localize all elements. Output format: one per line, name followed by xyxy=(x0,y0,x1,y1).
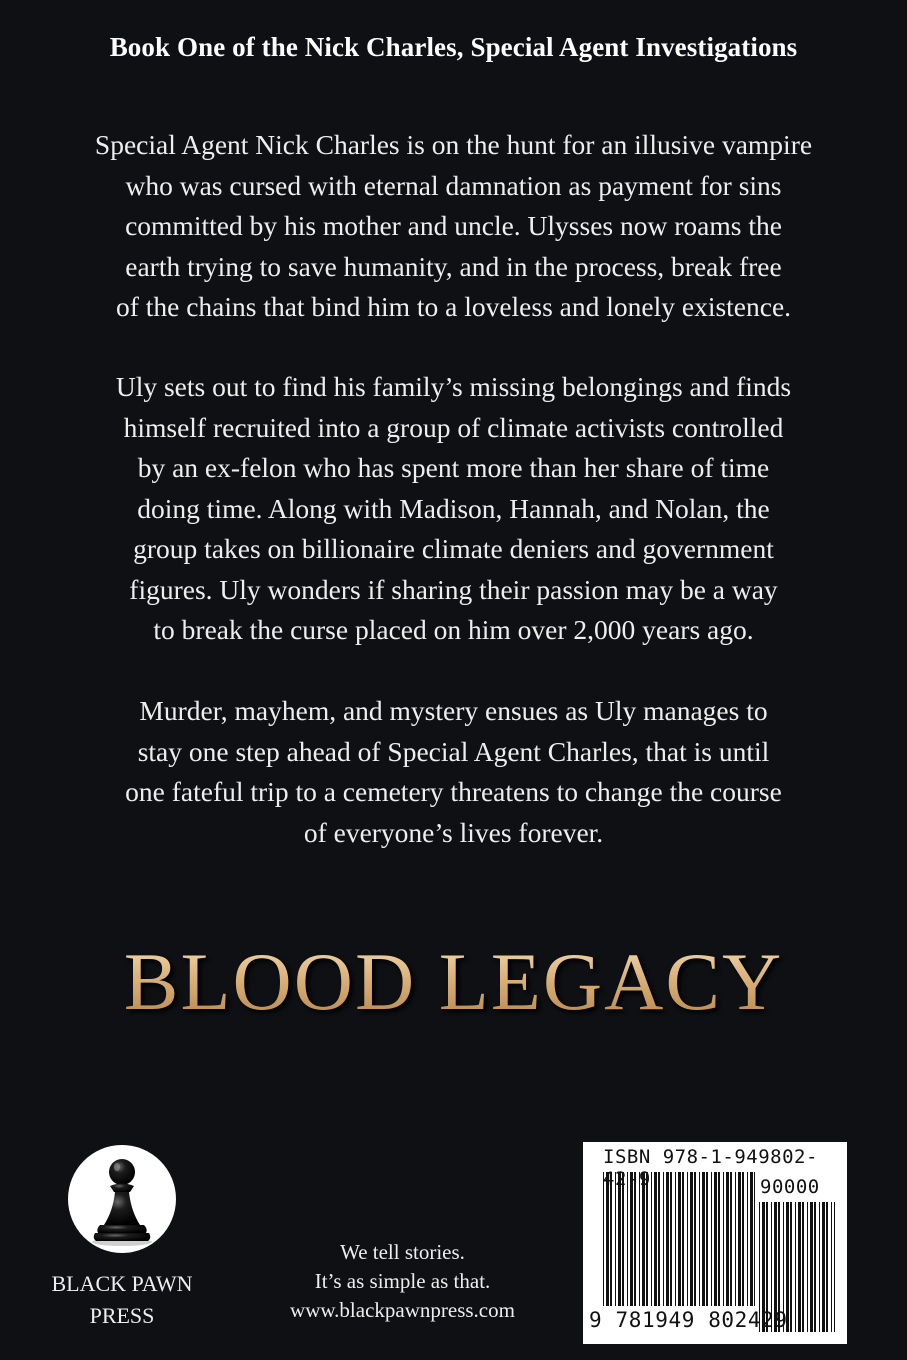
barcode-bar xyxy=(690,1172,693,1306)
barcode-bar xyxy=(606,1172,609,1306)
blurb-line: stay one step ahead of Special Agent Charles, that is until xyxy=(137,735,770,767)
barcode-bar xyxy=(831,1202,832,1332)
barcode-bar xyxy=(814,1202,816,1332)
blurb-line: Murder, mayhem, and mystery ensues as Uly manages to xyxy=(139,695,768,726)
barcode-bar xyxy=(670,1172,672,1306)
blurb-line: one fateful trip to a cemetery threatens to change the course xyxy=(125,776,782,807)
blurb-line: figures. Uly wonders if sharing their passion may be a way xyxy=(129,573,778,605)
barcode-bar xyxy=(726,1172,729,1306)
barcode-bar xyxy=(610,1172,612,1306)
tagline xyxy=(250,1238,555,1325)
barcode-bar xyxy=(790,1202,792,1332)
barcode-bar xyxy=(699,1172,700,1306)
blurb-line: himself recruited into a group of climate activists controlled xyxy=(123,411,784,443)
barcode-bar xyxy=(822,1202,825,1332)
publisher-name-line: PRESS xyxy=(89,1303,155,1328)
blurb-line: of the chains that bind him to a loveless and lonely existence. xyxy=(115,291,792,322)
barcode-bar xyxy=(723,1172,724,1306)
blurb-line: by an ex-felon who has spent more than her share of time xyxy=(137,452,770,483)
barcode-bar xyxy=(826,1202,828,1332)
isbn-barcode xyxy=(583,1142,847,1344)
barcode-bar xyxy=(622,1172,624,1306)
barcode-bar xyxy=(646,1172,648,1306)
barcode-bar xyxy=(747,1172,748,1306)
barcode-bar xyxy=(658,1172,660,1306)
blurb-line: earth trying to save humanity, and in the process, break free xyxy=(125,250,782,282)
barcode-bar xyxy=(654,1172,657,1306)
tagline-line: It’s as simple as that. xyxy=(314,1269,491,1293)
barcode-bar xyxy=(678,1172,681,1306)
barcode-bar xyxy=(702,1172,705,1306)
barcode-bar xyxy=(618,1172,621,1306)
barcode-bar xyxy=(666,1172,669,1306)
barcode-bar xyxy=(615,1172,616,1306)
barcode-bar xyxy=(810,1202,813,1332)
barcode-bar xyxy=(603,1172,604,1306)
blurb-line: committed by his mother and uncle. Ulysses now roams the xyxy=(125,210,782,241)
barcode-bar xyxy=(798,1202,801,1332)
barcode-bar xyxy=(642,1172,645,1306)
barcode-bar xyxy=(795,1202,796,1332)
blurb-paragraph-2 xyxy=(30,367,877,651)
series-line: Book One of the Nick Charles, Special Agent Investigations xyxy=(109,32,798,62)
barcode-bar xyxy=(630,1172,633,1306)
publisher-name-line: BLACK PAWN xyxy=(51,1271,193,1296)
barcode-bar xyxy=(742,1172,744,1306)
barcode-bar xyxy=(634,1172,636,1306)
barcode-bar xyxy=(802,1202,804,1332)
publisher-name xyxy=(42,1268,202,1332)
barcode-bar xyxy=(682,1172,684,1306)
barcode-bar xyxy=(675,1172,676,1306)
barcode-bar xyxy=(639,1172,640,1306)
book-title: BLOOD LEGACY xyxy=(0,935,907,1029)
barcode-bar xyxy=(834,1202,835,1332)
blurb-paragraph-1 xyxy=(30,125,877,328)
barcode-bar xyxy=(819,1202,820,1332)
isbn-label: ISBN 978-1-949802-42-9 xyxy=(603,1146,818,1190)
price-addon: 90000 xyxy=(760,1176,820,1198)
blurb-line: group takes on billionaire climate deniers and government xyxy=(133,533,774,564)
barcode-bar xyxy=(807,1202,808,1332)
barcode-bar xyxy=(694,1172,696,1306)
website-link: www.blackpawnpress.com xyxy=(290,1298,515,1322)
ean-digits: 9 781949 802429 xyxy=(589,1308,788,1332)
publisher-logo xyxy=(68,1145,176,1253)
barcode-bar xyxy=(730,1172,732,1306)
barcode-bar xyxy=(706,1172,708,1306)
barcode-bar xyxy=(714,1172,717,1306)
barcode-bar xyxy=(738,1172,741,1306)
blurb-line: of everyone’s lives forever. xyxy=(303,816,604,848)
blurb-line: Special Agent Nick Charles is on the hunt for an illusive vampire xyxy=(94,129,813,160)
chess-pawn-icon xyxy=(68,1145,176,1253)
blurb-line: to break the curse placed on him over 2,000 years ago. xyxy=(153,614,754,645)
tagline-line: We tell stories. xyxy=(340,1240,465,1264)
barcode-bar xyxy=(750,1172,753,1306)
barcode-bar xyxy=(687,1172,688,1306)
blurb-paragraph-3 xyxy=(30,691,877,853)
barcode-bar xyxy=(627,1172,628,1306)
barcode-bar xyxy=(735,1172,736,1306)
blurb-line: doing time. Along with Madison, Hannah, and Nolan, the xyxy=(137,492,770,524)
barcode-bar xyxy=(663,1172,664,1306)
barcode-bar xyxy=(711,1172,712,1306)
blurb-line: Uly sets out to find his family’s missing belongings and finds xyxy=(115,371,792,402)
barcode-bar xyxy=(651,1172,652,1306)
barcode-bar xyxy=(754,1172,755,1306)
blurb-line: who was cursed with eternal damnation as payment for sins xyxy=(125,169,782,201)
barcode-bar xyxy=(718,1172,720,1306)
